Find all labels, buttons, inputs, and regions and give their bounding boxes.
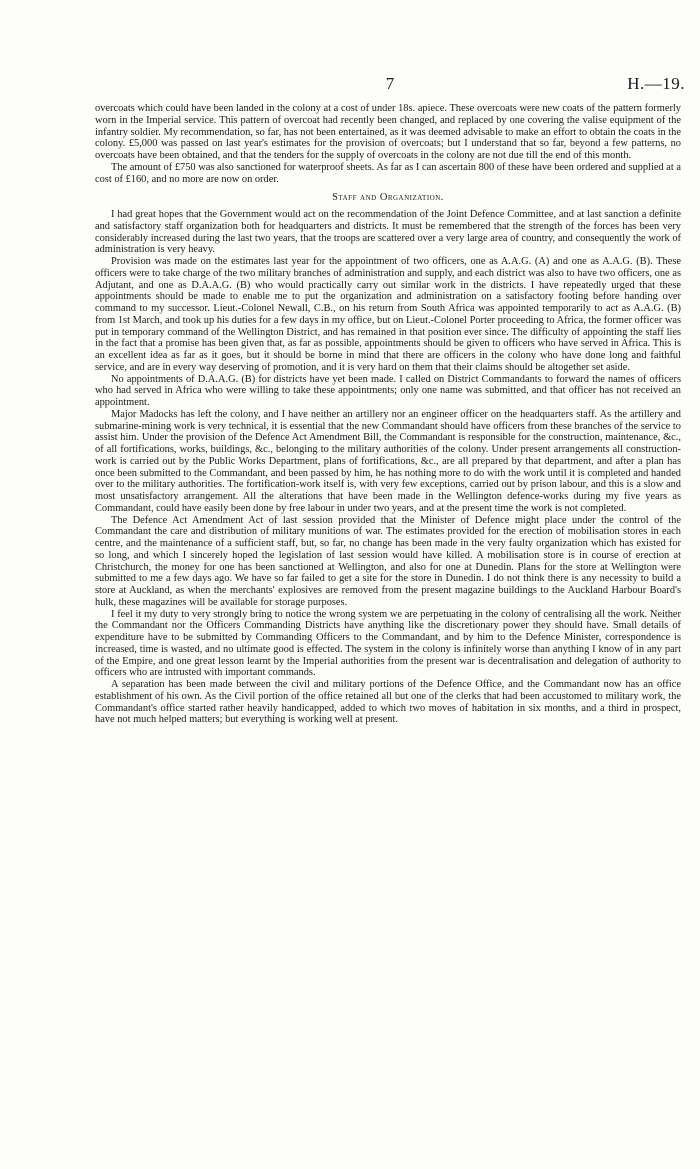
paragraph: A separation has been made between the civil and military portions of the Defence Office, and the Commandant now has an office establishment of his own. As the Civil portion of the office retained all but one of the clerks that had been accustomed to military work, the Commandant's office started rather heavily handicapped, added to which two moves of habitation in six months, and a third in prospect, have not much helped matters; but everything is working well at present. <box>95 679 681 726</box>
paragraph: Major Madocks has left the colony, and I have neither an artillery nor an engineer officer on the headquarters staff. As the artillery and submarine-mining work is very technical, it is essential that the new Commandant should have officers from these branches of the service to assist him. Under the provision of the Defence Act Amendment Bill, the Commandant is responsible for the construction, maintenance, &c., of all fortifications, works, buildings, &c., belonging to the military authorities of the colony. Under present arrangements all construction-work is carried out by the Public Works Department, plans of fortifications, &c., are all prepared by that department, and after a plan has once been submitted to the Commandant, and been passed by him, he has nothing more to do with the work until it is completed and handed over to the military authorities. The fortification-work itself is, with very few exceptions, carried out by prison labour, and this is a slow and most unsatisfactory arrangement. All the alterations that have been made in the Wellington defence-works during my five years as Commandant, could have easily been done by free labour in under two years, and at the present time the work is not completed. <box>95 408 681 514</box>
page-number: 7 <box>385 74 395 93</box>
paragraph: I feel it my duty to very strongly bring to notice the wrong system we are perpetuating in the colony of centralising all the work. Neither the Commandant nor the Officers Commanding Districts have anything like the discretionary power they should have. Small details of expenditure have to be submitted by Commanding Officers to the Commandant, and by him to the Defence Minister, correspondence is increased, time is wasted, and no ultimate good is effected. The system in the colony is infinitely worse than anything I know of in any part of the Empire, and one great lesson learnt by the Imperial authorities from the present war is decentralisation and delegation of authority to officers who are intrusted with important commands. <box>95 608 681 679</box>
paragraph: I had great hopes that the Government would act on the recommendation of the Joint Defence Committee, and at last sanction a definite and satisfactory staff organization both for headquarters and districts. It must be remembered that the strength of the forces has been very considerably increased during the last two years, that the troops are scattered over a very large area of country, and consequently the work of administration is very heavy. <box>95 209 681 256</box>
page-header <box>95 74 685 98</box>
paragraph: overcoats which could have been landed in the colony at a cost of under 18s. apiece. These overcoats were new coats of the pattern formerly worn in the Imperial service. This pattern of overcoat had recently been changed, and replaced by one covering the valise equipment of the infantry soldier. My recommendation, so far, has not been entertained, as it was deemed advisable to make an effort to obtain the coats in the colony. £5,000 was passed on last year's estimates for the provision of overcoats; but I understand that so far, beyond a few patterns, no overcoats have been obtained, and that the tenders for the supply of overcoats in the colony are not due till the end of this month. <box>95 103 681 161</box>
document-reference: H.—19. <box>627 74 685 93</box>
paragraph: The amount of £750 was also sanctioned for waterproof sheets. As far as I can ascertain 800 of these have been ordered and supplied at a cost of £160, and no more are now on order. <box>95 161 681 185</box>
document-body <box>95 103 681 726</box>
paragraph: No appointments of D.A.A.G. (B) for districts have yet been made. I called on District Commandants to forward the names of officers who had served in Africa who were willing to take these appointments; only one name was submitted, and that officer has not received an appointment. <box>95 373 681 408</box>
paragraph: Provision was made on the estimates last year for the appointment of two officers, one as A.A.G. (A) and one as A.A.G. (B). These officers were to take charge of the two military branches of administration and supply, and each district was also to have two officers, one as Adjutant, and one as D.A.A.G. (B) who would practically carry out similar work in the districts. I have repeatedly urged that these appointments should be made to enable me to put the organization and administration on a satisfactory footing before handing over command to my successor. Lieut.-Colonel Newall, C.B., on his return from South Africa was appointed temporarily to act as A.A.G. (B) from 1st March, and took up his duties for a few days in my office, but on Lieut.-Colonel Porter proceeding to Africa, the former officer was put in temporary command of the Wellington District, and has remained in that position ever since. The difficulty of appointing the staff lies in the fact that a promise has been given that, as far as possible, appointments should be given to officers who have served in Africa. This is an excellent idea as far as it goes, but it should be borne in mind that there are officers in the colony who have done long and faithful service, and are in every way deserving of promotion, and it is very hard on them that their claims should be altogether set aside. <box>95 256 681 373</box>
paragraph: The Defence Act Amendment Act of last session provided that the Minister of Defence might place under the control of the Commandant the care and distribution of military munitions of war. The estimates provided for the erection of mobilisation stores in each centre, and the maintenance of a sufficient staff, but, so far, no change has been made in the very faulty organization which has existed for so long, and which I sincerely hoped the legislation of last session would have killed. A mobilisation store is in course of erection at Christchurch, the money for one has been sanctioned at Wellington, and also for one at Dunedin. Plans for the store at Wellington were submitted to me a few days ago. We have so far failed to get a site for the store in Dunedin. I do not think there is any necessity to build a store at Auckland, as when the merchants' explosives are removed from the present magazine buildings to the Auckland Harbour Board's hulk, these magazines will be available for storage purposes. <box>95 514 681 608</box>
section-heading: Staff and Organization. <box>332 192 444 204</box>
